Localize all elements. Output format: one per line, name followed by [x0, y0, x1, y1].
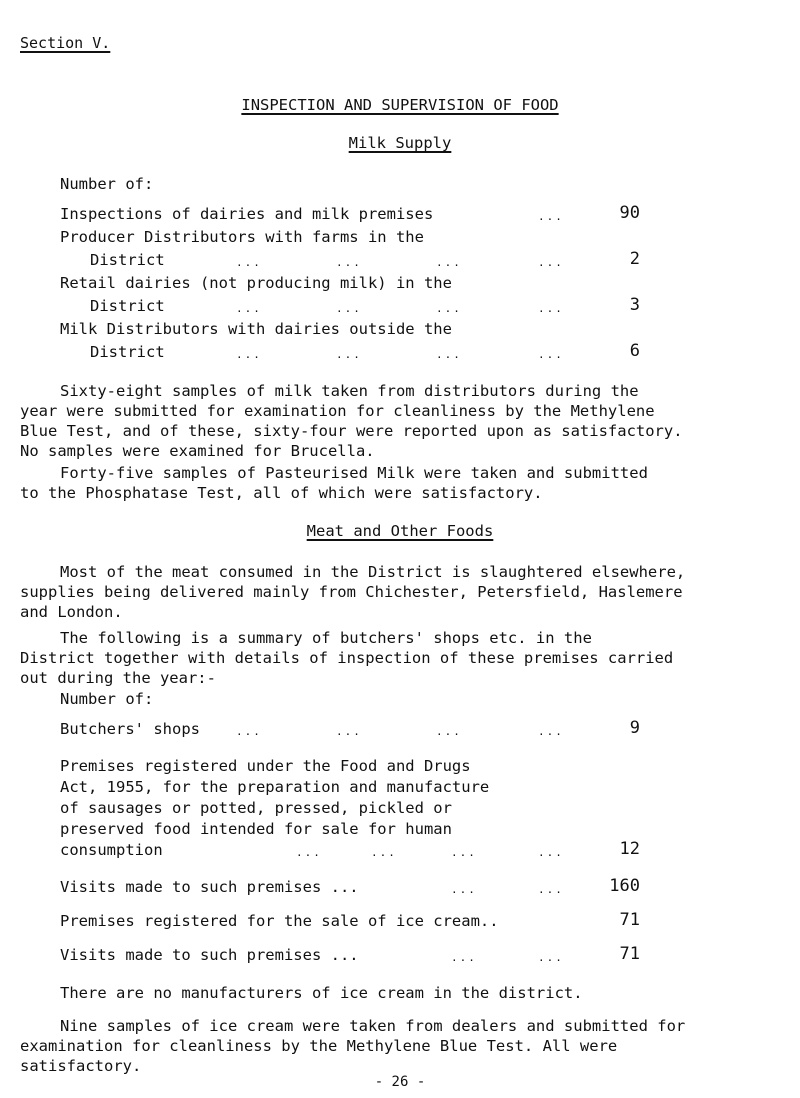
leader-dots: ... [336, 348, 362, 361]
text-line: Sixty-eight samples of milk taken from distributors during the [60, 382, 639, 400]
text-line: The following is a summary of butchers' shops etc. in the [60, 629, 592, 647]
leader-dots: ... [451, 846, 477, 859]
meat-paragraph-2 [20, 628, 780, 688]
leader-dots: ... [538, 951, 564, 964]
text-line: Forty-five samples of Pasteurised Milk were taken and submitted [60, 464, 648, 482]
text-line: Blue Test, and of these, sixty-four were reported upon as satisfactory. [20, 422, 683, 440]
leader-dots: ... [336, 256, 362, 269]
meat-row-4-value: 71 [619, 910, 640, 930]
meat-row-2-line-2: Act, 1955, for the preparation and manufacture [60, 778, 490, 796]
milk-row-4-line-2: District [90, 343, 165, 361]
leader-dots: ... [296, 846, 322, 859]
meat-row-2-line-3: of sausages or potted, pressed, pickled or [60, 799, 452, 817]
meat-row-3-label: Visits made to such premises ... [60, 878, 359, 896]
leader-dots: ... [336, 725, 362, 738]
leader-dots: ... [236, 256, 262, 269]
leader-dots: ... [236, 302, 262, 315]
leader-dots: ... [236, 348, 262, 361]
main-heading: INSPECTION AND SUPERVISION OF FOOD [241, 96, 559, 114]
leader-dots: ... [371, 846, 397, 859]
milk-row-3-value: 3 [629, 295, 640, 315]
text-line: out during the year:- [20, 669, 216, 687]
milk-row-2-line-2: District [90, 251, 165, 269]
leader-dots: ... [538, 348, 564, 361]
leader-dots: ... [436, 725, 462, 738]
leader-dots: ... [451, 883, 477, 896]
milk-row-2-value: 2 [629, 249, 640, 269]
leader-dots: ... [236, 725, 262, 738]
page-number: - 26 - [374, 1074, 426, 1090]
meat-row-2-value: 12 [619, 839, 640, 859]
milk-row-1-value: 90 [619, 203, 640, 223]
meat-row-2-line-4: preserved food intended for sale for human [60, 820, 452, 838]
milk-row-3-line-1: Retail dairies (not producing milk) in the [60, 274, 452, 292]
meat-row-5-label: Visits made to such premises ... [60, 946, 359, 964]
text-line: year were submitted for examination for cleanliness by the Methylene [20, 402, 655, 420]
leader-dots: ... [436, 348, 462, 361]
text-line: Most of the meat consumed in the District is slaughtered elsewhere, [60, 563, 686, 581]
text-line: supplies being delivered mainly from Chichester, Petersfield, Haslemere [20, 583, 683, 601]
text-line: District together with details of inspection of these premises carried [20, 649, 674, 667]
meat-paragraph-4 [20, 1016, 780, 1076]
text-line: No samples were examined for Brucella. [20, 442, 375, 460]
leader-dots: ... [538, 302, 564, 315]
meat-number-of-label: Number of: [60, 690, 154, 708]
text-line: and London. [20, 603, 123, 621]
milk-row-2-line-1: Producer Distributors with farms in the [60, 228, 424, 246]
milk-number-of-label: Number of: [60, 175, 154, 193]
leader-dots: ... [336, 302, 362, 315]
text-line: examination for cleanliness by the Methylene Blue Test. All were [20, 1037, 618, 1055]
meat-row-2-line-1: Premises registered under the Food and Drugs [60, 757, 471, 775]
milk-paragraph-1 [20, 381, 780, 461]
meat-paragraph-3 [20, 983, 780, 1003]
meat-row-5-value: 71 [619, 944, 640, 964]
text-line: Nine samples of ice cream were taken from dealers and submitted for [60, 1017, 686, 1035]
text-line: to the Phosphatase Test, all of which were satisfactory. [20, 484, 543, 502]
meat-paragraph-1 [20, 562, 780, 622]
leader-dots: ... [538, 846, 564, 859]
leader-dots: ... [436, 302, 462, 315]
leader-dots: ... [436, 256, 462, 269]
leader-dots: ... [538, 210, 564, 223]
meat-row-1-label: Butchers' shops [60, 720, 200, 738]
milk-row-4-value: 6 [629, 341, 640, 361]
leader-dots: ... [451, 951, 477, 964]
milk-heading: Milk Supply [348, 134, 452, 152]
meat-row-4-label: Premises registered for the sale of ice cream.. [60, 912, 499, 930]
meat-row-3-value: 160 [609, 876, 640, 896]
leader-dots: ... [538, 256, 564, 269]
milk-row-1-label: Inspections of dairies and milk premises [60, 205, 434, 223]
milk-row-3-line-2: District [90, 297, 165, 315]
text-line: There are no manufacturers of ice cream in the district. [60, 984, 583, 1002]
meat-row-1-value: 9 [629, 718, 640, 738]
meat-heading: Meat and Other Foods [306, 522, 494, 540]
milk-paragraph-2 [20, 463, 780, 503]
leader-dots: ... [538, 725, 564, 738]
section-label: Section V. [20, 34, 111, 52]
milk-row-4-line-1: Milk Distributors with dairies outside the [60, 320, 452, 338]
text-line: satisfactory. [20, 1057, 142, 1075]
meat-row-2-line-5: consumption [60, 841, 163, 859]
milk-row-1 [60, 205, 433, 223]
leader-dots: ... [538, 883, 564, 896]
